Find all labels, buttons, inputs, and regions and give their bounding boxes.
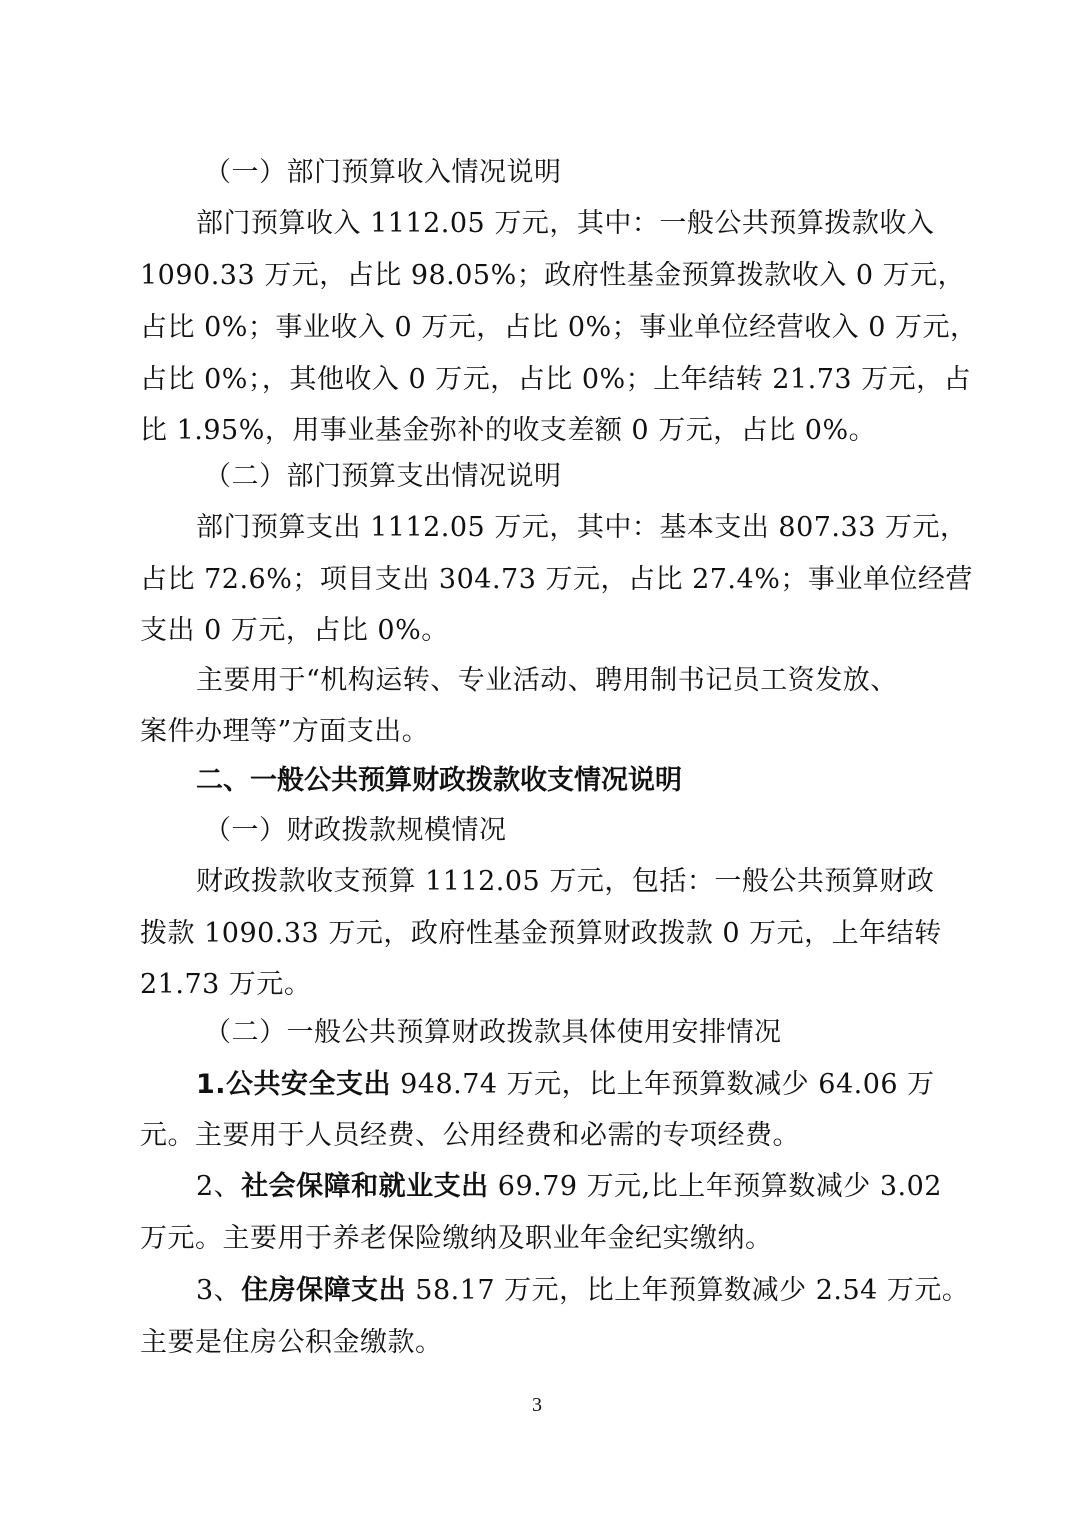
item-label-social-security: 社会保障和就业支出 <box>241 1171 489 1202</box>
paragraph-line: 21.73 万元。 <box>140 969 312 1000</box>
paragraph-line: 拨款 1090.33 万元，政府性基金预算财政拨款 0 万元，上年结转 <box>140 918 942 949</box>
section-heading-expenditure: （二）部门预算支出情况说明 <box>204 461 562 492</box>
item-text: 58.17 万元，比上年预算数减少 2.54 万元。 <box>406 1275 970 1306</box>
section-heading-usage: （二）一般公共预算财政拨款具体使用安排情况 <box>204 1017 782 1048</box>
paragraph-line <box>196 1266 996 1316</box>
paragraph-line <box>196 1162 996 1212</box>
paragraph-line <box>196 1060 996 1110</box>
paragraph-line: 比 1.95%，用事业基金弥补的收支差额 0 万元，占比 0%。 <box>140 415 877 446</box>
chapter-heading: 二、一般公共预算财政拨款收支情况说明 <box>196 765 682 796</box>
paragraph-line: 占比 72.6%；项目支出 304.73 万元，占比 27.4%；事业单位经营 <box>140 564 973 595</box>
paragraph-line: 1090.33 万元，占比 98.05%；政府性基金预算拨款收入 0 万元， <box>140 260 966 291</box>
page-number: 3 <box>532 1394 542 1416</box>
paragraph-line: 支出 0 万元，占比 0%。 <box>140 615 449 646</box>
paragraph-line: 部门预算收入 1112.05 万元，其中：一般公共预算拨款收入 <box>196 208 935 239</box>
item-label-public-security: 1.公共安全支出 <box>196 1069 392 1100</box>
paragraph-line: 占比 0%；，其他收入 0 万元，占比 0%；上年结转 21.73 万元，占 <box>140 364 972 395</box>
paragraph-line: 万元。主要用于养老保险缴纳及职业年金纪实缴纳。 <box>140 1223 773 1254</box>
item-text: 948.74 万元，比上年预算数减少 64.06 万 <box>391 1069 935 1100</box>
item-prefix: 2、 <box>196 1171 242 1202</box>
paragraph-line: 主要用于“机构运转、专业活动、聘用制书记员工资发放、 <box>196 665 898 696</box>
paragraph-line: 财政拨款收支预算 1112.05 万元，包括：一般公共预算财政 <box>196 866 935 897</box>
item-label-housing: 住房保障支出 <box>241 1275 407 1306</box>
section-heading-scale: （一）财政拨款规模情况 <box>204 815 507 846</box>
section-heading-income: （一）部门预算收入情况说明 <box>204 157 562 188</box>
item-prefix: 3、 <box>196 1275 242 1306</box>
paragraph-line: 主要是住房公积金缴款。 <box>140 1327 443 1358</box>
paragraph-line: 案件办理等”方面支出。 <box>140 716 430 747</box>
item-text: 69.79 万元,比上年预算数减少 3.02 <box>488 1171 942 1202</box>
paragraph-line: 部门预算支出 1112.05 万元，其中：基本支出 807.33 万元， <box>196 512 968 543</box>
paragraph-line: 元。主要用于人员经费、公用经费和必需的专项经费。 <box>140 1120 800 1151</box>
paragraph-line: 占比 0%；事业收入 0 万元，占比 0%；事业单位经营收入 0 万元， <box>140 312 978 343</box>
